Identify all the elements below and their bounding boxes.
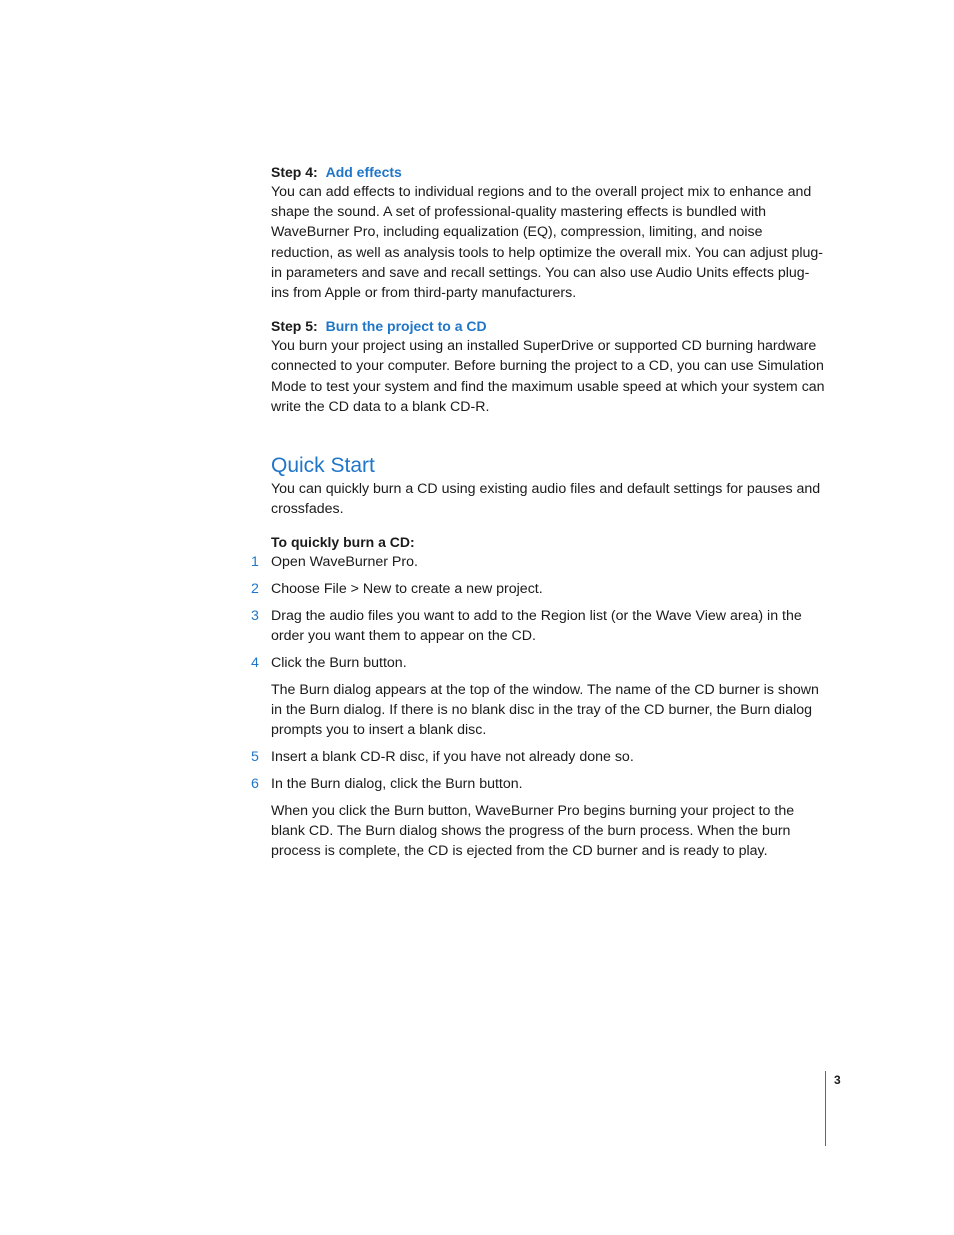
- step-text: Open WaveBurner Pro.: [271, 554, 418, 571]
- list-item: [251, 606, 827, 646]
- quick-start-steps: [251, 552, 827, 673]
- step-4-heading: [271, 162, 827, 182]
- step-4-label: Step 4:: [271, 164, 318, 180]
- step-5-link-burn-project[interactable]: Burn the project to a CD: [325, 318, 487, 335]
- page-number: 3: [834, 1073, 841, 1087]
- quick-start-title: Quick Start: [271, 454, 375, 478]
- step-5-heading: [271, 316, 827, 336]
- step-5-body: You burn your project using an installed SuperDrive or supported CD burning hardware connected to your computer. Before burning the project to a CD, you can use Simulation Mode to test your system and find the maximum usable speed at which your system can write the CD data to a blank CD-R.: [271, 338, 825, 415]
- list-item: [251, 552, 827, 572]
- step-4-link-add-effects[interactable]: Add effects: [325, 164, 402, 180]
- step-4-body: You can add effects to individual regions and to the overall project mix to enhance and shape the sound. A set of professional-quality mastering effects is bundled with WaveBurner Pro, including equalization (EQ), compression, limiting, and noise reduction, as well as analysis tools to help optimize the overall mix. You can adjust plug-in parameters and save and recall settings. You can also use Audio Units effects plug-ins from Apple or from third-party manufacturers.: [271, 184, 824, 302]
- list-item: [251, 774, 827, 794]
- list-item: [251, 747, 827, 767]
- step-text: Insert a blank CD-R disc, if you have not already done so.: [271, 749, 634, 766]
- closing-paragraph: When you click the Burn button, WaveBurner Pro begins burning your project to the blank CD. The Burn dialog shows the progress of the burn process. When the burn process is complete, the CD is ejected from the CD burner and is ready to play.: [271, 802, 795, 860]
- page-content: [251, 162, 827, 861]
- step-text: Drag the audio files you want to add to the Region list (or the Wave View area) in the order you want them to appear on the CD.: [271, 608, 802, 645]
- list-item: [251, 579, 827, 599]
- step-text: In the Burn dialog, click the Burn button.: [271, 775, 523, 792]
- quick-start-steps-continued: [251, 747, 827, 794]
- step-number: 1: [251, 554, 259, 571]
- step-number: 6: [251, 775, 259, 792]
- step-text: Choose File > New to create a new project.: [271, 581, 543, 598]
- step-text: Click the Burn button.: [271, 655, 407, 672]
- step-5-label: Step 5:: [271, 318, 318, 335]
- step-number: 5: [251, 749, 259, 766]
- task-heading: To quickly burn a CD:: [271, 534, 415, 551]
- quick-start-intro: You can quickly burn a CD using existing audio files and default settings for pauses and crossfades.: [271, 481, 821, 518]
- step-number: 2: [251, 581, 259, 598]
- list-item: [251, 653, 827, 673]
- burn-dialog-note: The Burn dialog appears at the top of the window. The name of the CD burner is shown in the Burn dialog. If there is no blank disc in the tray of the CD burner, the Burn dialog prompts you to insert a blank disc.: [271, 681, 819, 739]
- footer-divider: [825, 1071, 826, 1146]
- step-number: 3: [251, 608, 259, 625]
- step-number: 4: [251, 655, 259, 672]
